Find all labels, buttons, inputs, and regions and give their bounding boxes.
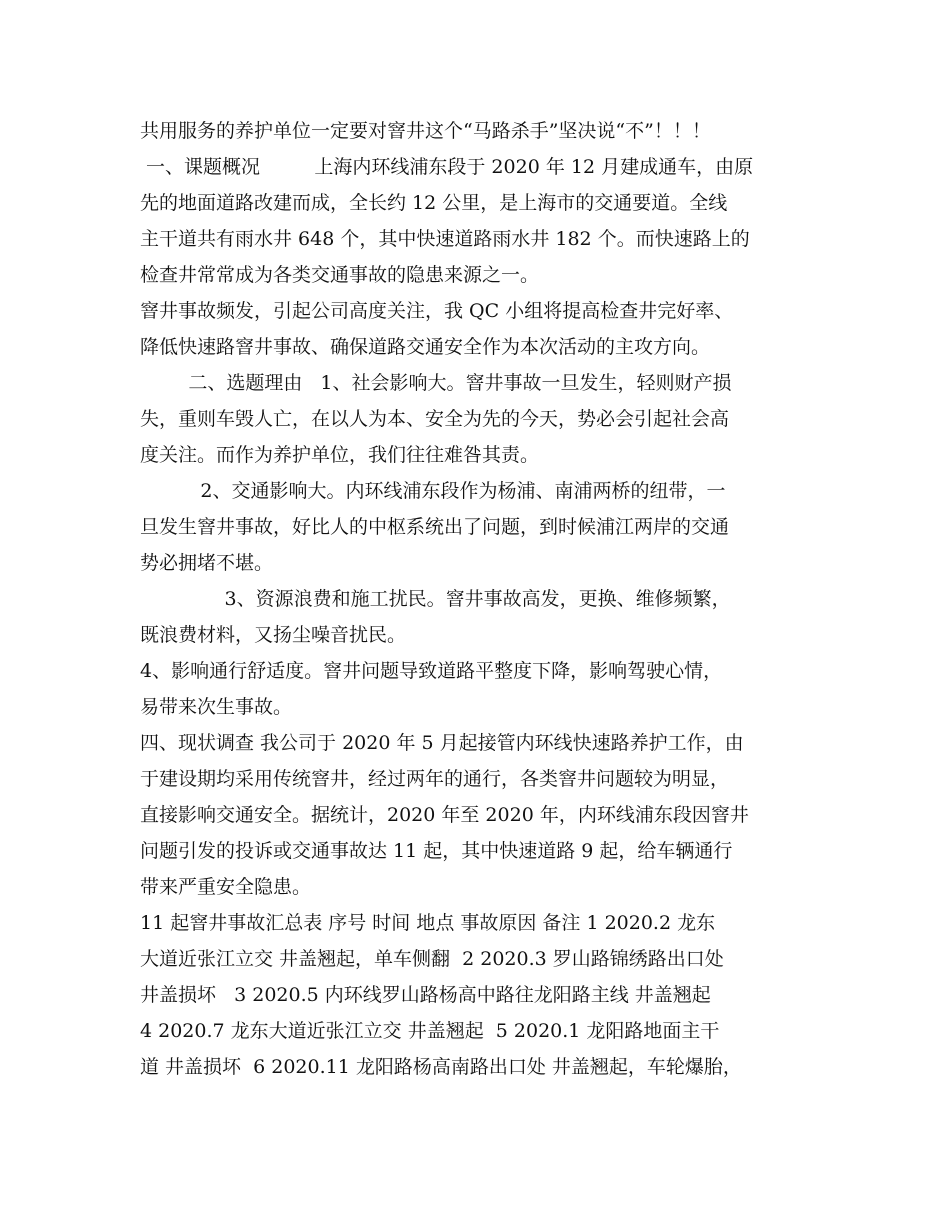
text-line: 四、现状调查 我公司于 2020 年 5 月起接管内环线快速路养护工作，由: [140, 732, 744, 754]
text-line: 11 起窨井事故汇总表 序号 时间 地点 事故原因 备注 1 2020.2 龙东: [140, 912, 716, 934]
text-line: 一、课题概况 上海内环线浦东段于 2020 年 12 月建成通车，由原: [140, 156, 754, 178]
text-line: 带来严重安全隐患。: [140, 876, 312, 898]
text-line: 2、交通影响大。内环线浦东段作为杨浦、南浦两桥的纽带，一: [140, 480, 726, 502]
text-line: 窨井事故频发，引起公司高度关注，我 QC 小组将提高检查井完好率、: [140, 300, 734, 322]
text-line: 4 2020.7 龙东大道近张江立交 井盖翘起 5 2020.1 龙阳路地面主干: [140, 1020, 720, 1042]
text-line: 3、资源浪费和施工扰民。窨井事故高发，更换、维修频繁，: [140, 588, 731, 610]
text-line: 于建设期均采用传统窨井，经过两年的通行，各类窨井问题较为明显，: [140, 768, 730, 790]
text-line: 既浪费材料，又扬尘噪音扰民。: [140, 624, 407, 646]
text-line: 二、选题理由 1、社会影响大。窨井事故一旦发生，轻则财产损: [140, 372, 732, 394]
text-line: 主干道共有雨水井 648 个，其中快速道路雨水井 182 个。而快速路上的: [140, 228, 750, 250]
text-line: 大道近张江立交 井盖翘起，单车侧翻 2 2020.3 罗山路锦绣路出口处: [140, 948, 724, 970]
text-line: 4、影响通行舒适度。窨井问题导致道路平整度下降，影响驾驶心情，: [140, 660, 723, 682]
text-line: 检查井常常成为各类交通事故的隐患来源之一。: [140, 264, 540, 286]
text-line: 井盖损坏 3 2020.5 内环线罗山路杨高中路往龙阳路主线 井盖翘起: [140, 984, 711, 1006]
text-line: 直接影响交通安全。据统计，2020 年至 2020 年，内环线浦东段因窨井: [140, 804, 749, 826]
text-line: 降低快速路窨井事故、确保道路交通安全作为本次活动的主攻方向。: [140, 336, 711, 358]
text-line: 度关注。而作为养护单位，我们往往难咎其责。: [140, 444, 540, 466]
text-line: 易带来次生事故。: [140, 696, 293, 718]
text-line: 先的地面道路改建而成，全长约 12 公里，是上海市的交通要道。全线: [140, 192, 728, 214]
text-line: 失，重则车毁人亡，在以人为本、安全为先的今天，势必会引起社会高: [140, 408, 730, 430]
text-line: 势必拥堵不堪。: [140, 552, 274, 574]
text-line: 问题引发的投诉或交通事故达 11 起，其中快速道路 9 起，给车辆通行: [140, 840, 733, 862]
text-line: 道 井盖损坏 6 2020.11 龙阳路杨高南路出口处 井盖翘起，车轮爆胎，: [140, 1056, 742, 1078]
text-line: 共用服务的养护单位一定要对窨井这个“马路杀手”坚决说“不”！！！: [140, 120, 711, 142]
text-line: 旦发生窨井事故，好比人的中枢系统出了问题，到时候浦江两岸的交通: [140, 516, 730, 538]
